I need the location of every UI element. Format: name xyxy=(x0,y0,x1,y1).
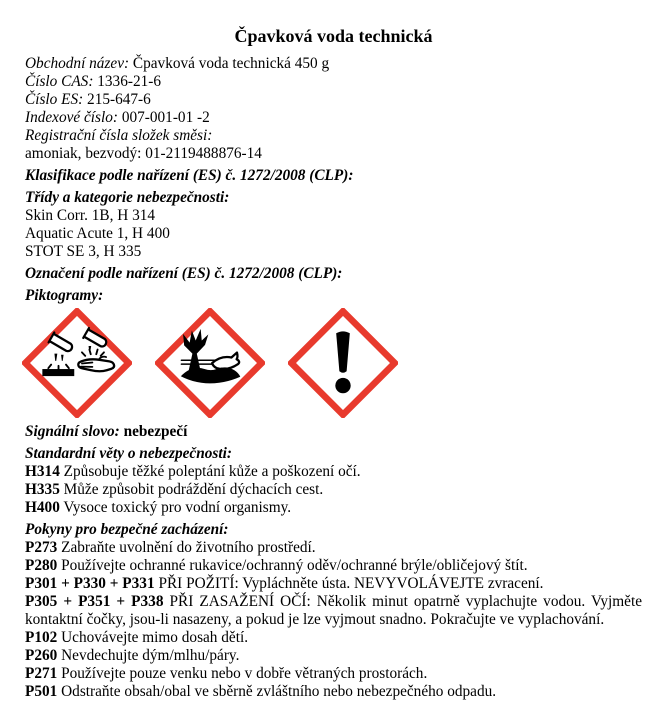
precautionary-code: P102 xyxy=(25,629,58,646)
precautionary-text: PŘI POŽITÍ: Vypláchněte ústa. NEVYVOLÁVEJTE zvracení. xyxy=(158,575,544,592)
hazard-class-item: Aquatic Acute 1, H 400 xyxy=(25,225,170,242)
labelling-heading: Označení podle nařízení (ES) č. 1272/2008 (CLP): xyxy=(25,265,343,282)
index-number-label: Indexové číslo: xyxy=(25,109,119,126)
precautionary-code: P301 + P330 + P331 xyxy=(25,575,155,592)
precautionary-code: P273 xyxy=(25,539,58,556)
es-number-value: 215-647-6 xyxy=(87,91,151,108)
precautionary-statement xyxy=(25,665,642,683)
trade-name-row xyxy=(25,55,642,73)
hazard-text: Může způsobit podráždění dýchacích cest. xyxy=(63,481,324,498)
precautionary-statement xyxy=(25,557,642,575)
precautionary-code: P260 xyxy=(25,647,58,664)
hazard-code: H314 xyxy=(25,463,60,480)
precautionary-text: Používejte ochranné rukavice/ochranný oděv/ochranné brýle/obličejový štít. xyxy=(61,557,528,574)
precautionary-text: Zabraňte uvolnění do životního prostředí. xyxy=(61,539,316,556)
precautionary-statement xyxy=(25,647,642,665)
cas-number-row xyxy=(25,73,642,91)
precautionary-text: PŘI ZASAŽENÍ OČÍ: Několik minut opatrně vyplachujte vodou. Vyjměte kontaktní čočky, jsou-li nasazeny, a pokud je lze vyjmout snadno. Pokračujte ve vyplachování. xyxy=(25,593,642,628)
hazard-code: H400 xyxy=(25,499,60,516)
ghs09-environment-icon xyxy=(155,308,265,418)
es-number-label: Číslo ES: xyxy=(25,91,84,108)
precautionary-statement xyxy=(25,593,642,629)
precautionary-text: Odstraňte obsah/obal ve sběrně zvláštního nebo nebezpečného odpadu. xyxy=(61,683,497,700)
hazard-statement xyxy=(25,463,642,481)
precautionary-statement xyxy=(25,539,642,557)
index-number-row xyxy=(25,109,642,127)
classification-heading: Klasifikace podle nařízení (ES) č. 1272/2008 (CLP): xyxy=(25,167,354,184)
precautionary-code: P271 xyxy=(25,665,58,682)
precautionary-statement xyxy=(25,683,642,701)
precautionary-code: P501 xyxy=(25,683,58,700)
precautionary-text: Používejte pouze venku nebo v dobře větraných prostorách. xyxy=(61,665,428,682)
precautionary-text: Uchovávejte mimo dosah dětí. xyxy=(61,629,249,646)
ghs05-corrosive-icon xyxy=(22,308,132,418)
index-number-value: 007-001-01 -2 xyxy=(121,109,210,126)
hazard-statement xyxy=(25,481,642,499)
precautionary-statements-heading: Pokyny pro bezpečné zacházení: xyxy=(25,521,229,538)
hazard-statement xyxy=(25,499,642,517)
precautionary-statement xyxy=(25,629,642,647)
cas-number-label: Číslo CAS: xyxy=(25,73,94,90)
hazard-class-item: Skin Corr. 1B, H 314 xyxy=(25,207,156,224)
registration-numbers-value: amoniak, bezvodý: 01-2119488876-14 xyxy=(25,145,262,162)
hazard-code: H335 xyxy=(25,481,60,498)
hazard-class-item: STOT SE 3, H 335 xyxy=(25,243,142,260)
signal-word-value: nebezpečí xyxy=(123,423,188,440)
trade-name-label: Obchodní název: xyxy=(25,55,130,72)
hazard-text: Vysoce toxický pro vodní organismy. xyxy=(63,499,292,516)
signal-word-label: Signální slovo: xyxy=(25,423,120,440)
page-title: Čpavková voda technická xyxy=(234,26,433,46)
pictograms-heading: Piktogramy: xyxy=(25,287,104,304)
cas-number-value: 1336-21-6 xyxy=(97,73,161,90)
trade-name-value: Čpavková voda technická 450 g xyxy=(132,55,330,72)
signal-word-row xyxy=(25,423,642,441)
precautionary-statement xyxy=(25,575,642,593)
precautionary-text: Nevdechujte dým/mlhu/páry. xyxy=(61,647,240,664)
pictogram-row xyxy=(22,307,642,419)
precautionary-code: P305 + P351 + P338 xyxy=(25,593,164,610)
hazard-statements-heading: Standardní věty o nebezpečnosti: xyxy=(25,445,232,462)
hazard-classes-heading: Třídy a kategorie nebezpečnosti: xyxy=(25,189,230,206)
precautionary-code: P280 xyxy=(25,557,58,574)
hazard-text: Způsobuje těžké poleptání kůže a poškození očí. xyxy=(63,463,361,480)
registration-numbers-heading: Registrační čísla složek směsi: xyxy=(25,127,213,144)
ghs07-exclamation-icon xyxy=(288,308,398,418)
es-number-row xyxy=(25,91,642,109)
